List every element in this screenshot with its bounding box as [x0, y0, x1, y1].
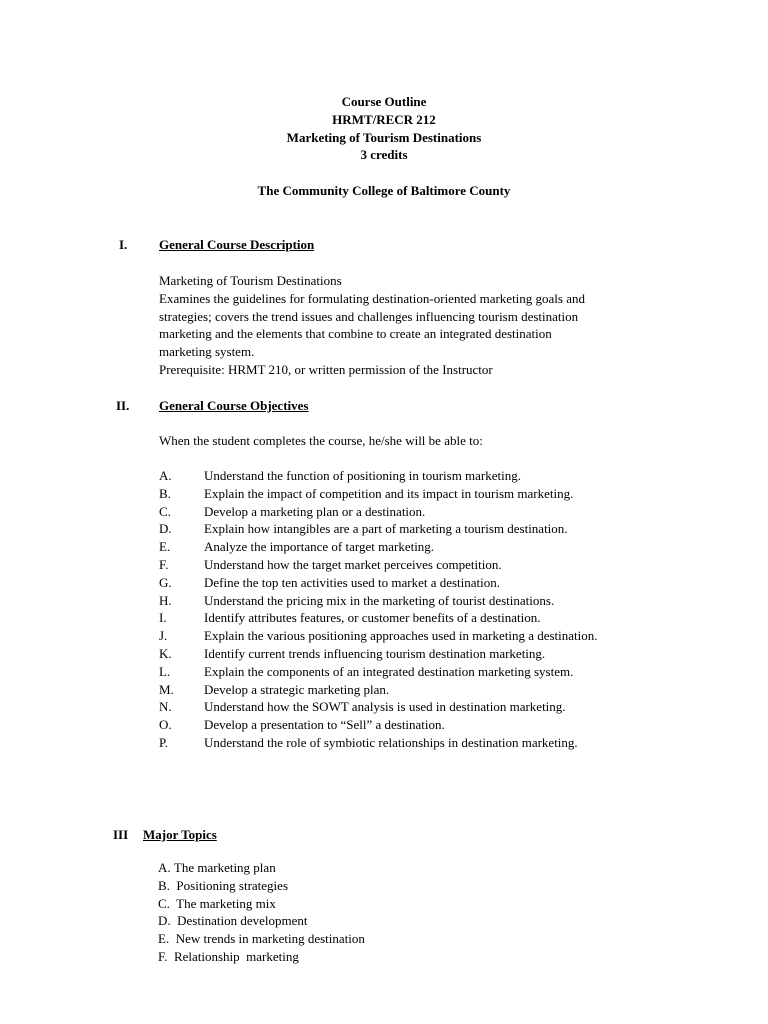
college-name: The Community College of Baltimore County — [257, 183, 511, 198]
section1-description — [159, 272, 679, 379]
prerequisite-line: Prerequisite: HRMT 210, or written permission of the Instructor — [159, 361, 493, 377]
objective-letter: D. — [159, 521, 172, 537]
section2-number: II. — [116, 398, 130, 413]
objective-letter: A. — [159, 468, 172, 483]
topic-text: Relationship marketing — [170, 948, 299, 964]
description-line: strategies; covers the trend issues and challenges influencing tourism destination — [159, 308, 579, 324]
objective-item — [159, 538, 679, 556]
section2-title: General Course Objectives — [159, 398, 309, 413]
objective-letter: K. — [159, 645, 172, 661]
topic-letter: B. — [158, 877, 170, 893]
objective-item — [159, 520, 679, 538]
objective-letter: B. — [159, 485, 171, 501]
objective-letter: H. — [159, 592, 172, 608]
topic-text: New trends in marketing destination — [172, 931, 365, 947]
objective-text: Understand how the SOWT analysis is used in destination marketing. — [204, 699, 566, 715]
objective-item — [159, 627, 679, 645]
objective-text: Understand how the target market perceives competition. — [204, 556, 502, 572]
description-line: marketing system. — [159, 344, 255, 360]
objective-text: Analyze the importance of target marketing. — [204, 539, 435, 555]
description-line: Marketing of Tourism Destinations — [159, 273, 342, 288]
objectives-intro: When the student completes the course, he/she will be able to: — [159, 433, 483, 448]
description-line: Examines the guidelines for formulating destination-oriented marketing goals and — [159, 290, 585, 306]
objective-letter: M. — [159, 681, 174, 697]
objective-letter: P. — [159, 734, 169, 750]
objective-text: Define the top ten activities used to market a destination. — [204, 574, 501, 590]
topic-text: Destination development — [173, 913, 308, 929]
objective-text: Explain the various positioning approaches used in marketing a destination. — [204, 628, 598, 644]
description-line: marketing and the elements that combine to create an integrated destination — [159, 326, 552, 342]
topic-item — [158, 912, 365, 930]
objective-text: Explain how intangibles are a part of marketing a tourism destination. — [204, 521, 568, 537]
objective-text: Develop a marketing plan or a destination. — [204, 503, 426, 519]
objective-item — [159, 609, 679, 627]
objective-letter: J. — [159, 628, 168, 644]
course-header — [0, 93, 768, 164]
objective-item — [159, 556, 679, 574]
objective-text: Understand the pricing mix in the marketing of tourist destinations. — [204, 592, 555, 608]
topic-text: The marketing plan — [173, 860, 276, 875]
objective-letter: L. — [159, 663, 171, 679]
topic-item — [158, 859, 365, 877]
topics-list — [158, 859, 365, 966]
objective-letter: G. — [159, 574, 172, 590]
objective-item — [159, 645, 679, 663]
objective-text: Explain the impact of competition and its impact in tourism marketing. — [204, 485, 574, 501]
objective-item — [159, 734, 679, 752]
objective-item — [159, 485, 679, 503]
course-name: Marketing of Tourism Destinations — [286, 129, 482, 145]
topic-item — [158, 895, 365, 913]
objective-letter: E. — [159, 539, 171, 555]
objective-text: Develop a strategic marketing plan. — [204, 681, 390, 697]
topic-item — [158, 948, 365, 966]
objective-item — [159, 663, 679, 681]
objective-item — [159, 592, 679, 610]
course-code: HRMT/RECR 212 — [332, 111, 436, 127]
objective-letter: O. — [159, 717, 172, 733]
topic-letter: A. — [158, 860, 171, 875]
objective-item — [159, 681, 679, 699]
topic-text: Positioning strategies — [173, 877, 289, 893]
header-title: Course Outline — [341, 94, 427, 109]
objective-text: Identify attributes features, or customer benefits of a destination. — [204, 610, 541, 626]
section3-title: Major Topics — [143, 827, 217, 842]
objective-item — [159, 467, 679, 485]
objective-letter: I. — [159, 610, 167, 626]
section3-number: III — [113, 827, 129, 842]
objective-text: Develop a presentation to “Sell” a destination. — [204, 717, 445, 733]
objective-item — [159, 503, 679, 521]
topic-item — [158, 877, 365, 895]
objective-text: Understand the function of positioning in tourism marketing. — [204, 468, 522, 483]
topic-text: The marketing mix — [173, 895, 276, 911]
topic-letter: D. — [158, 913, 171, 929]
objective-item — [159, 574, 679, 592]
section1-number: I. — [119, 237, 128, 252]
objective-text: Identify current trends influencing tourism destination marketing. — [204, 645, 546, 661]
topic-letter: C. — [158, 895, 170, 911]
topic-letter: F. — [158, 948, 168, 964]
objective-item — [159, 698, 679, 716]
objective-item — [159, 716, 679, 734]
objective-letter: C. — [159, 503, 171, 519]
course-credits: 3 credits — [360, 147, 408, 163]
objective-text: Understand the role of symbiotic relationships in destination marketing. — [204, 734, 578, 750]
section1-title: General Course Description — [159, 237, 315, 252]
topic-item — [158, 930, 365, 948]
objective-letter: F. — [159, 556, 169, 572]
objective-letter: N. — [159, 699, 172, 715]
objectives-list — [159, 467, 679, 752]
objective-text: Explain the components of an integrated destination marketing system. — [204, 663, 574, 679]
topic-letter: E. — [158, 931, 170, 947]
